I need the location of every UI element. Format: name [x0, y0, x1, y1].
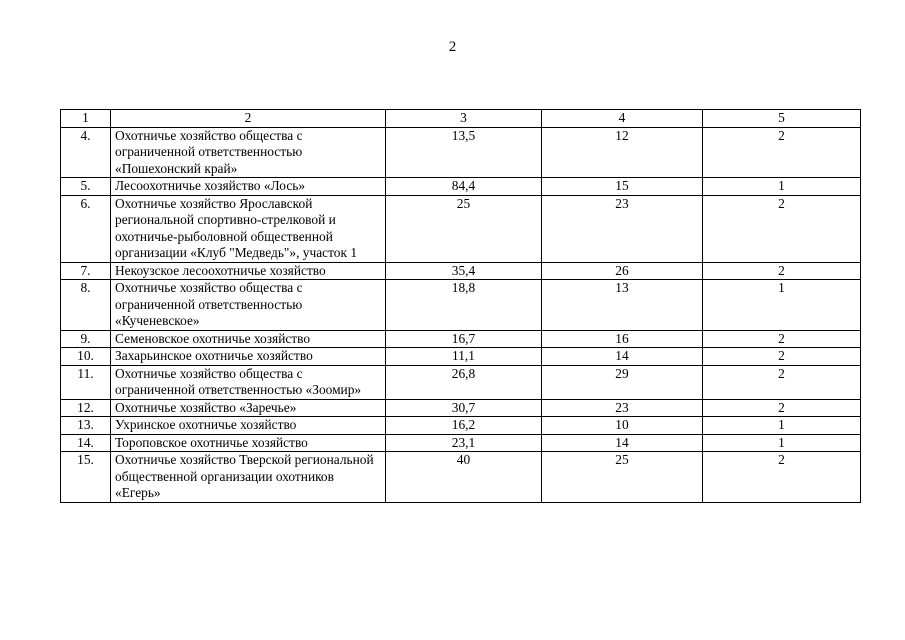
row-col5-cell: 1	[703, 178, 861, 196]
row-col5-cell: 2	[703, 330, 861, 348]
header-cell-2: 2	[111, 110, 386, 128]
table-row	[61, 417, 861, 435]
page-number: 2	[448, 39, 457, 55]
row-number-cell: 6.	[61, 195, 111, 262]
row-number-cell: 11.	[61, 365, 111, 399]
table-row	[61, 434, 861, 452]
row-number-cell: 15.	[61, 452, 111, 503]
row-col5-cell: 1	[703, 280, 861, 331]
row-number-cell: 8.	[61, 280, 111, 331]
table-body	[61, 110, 861, 503]
row-col4-cell: 29	[542, 365, 703, 399]
row-name-cell: Тороповское охотничье хозяйство	[111, 434, 386, 452]
row-col5-cell: 2	[703, 452, 861, 503]
row-col4-cell: 26	[542, 262, 703, 280]
header-cell-3: 3	[386, 110, 542, 128]
row-col3-cell: 11,1	[386, 348, 542, 366]
table-row	[61, 178, 861, 196]
table-row	[61, 280, 861, 331]
row-number-cell: 4.	[61, 127, 111, 178]
table-row	[61, 262, 861, 280]
row-col4-cell: 12	[542, 127, 703, 178]
row-col4-cell: 13	[542, 280, 703, 331]
row-col5-cell: 2	[703, 365, 861, 399]
row-number-cell: 9.	[61, 330, 111, 348]
row-number-cell: 7.	[61, 262, 111, 280]
row-col3-cell: 16,7	[386, 330, 542, 348]
row-number-cell: 13.	[61, 417, 111, 435]
row-col3-cell: 40	[386, 452, 542, 503]
row-col3-cell: 26,8	[386, 365, 542, 399]
row-col3-cell: 13,5	[386, 127, 542, 178]
row-name-cell: Охотничье хозяйство общества с ограниченной ответственностью «Кученевское»	[111, 280, 386, 331]
row-col3-cell: 18,8	[386, 280, 542, 331]
row-name-cell: Охотничье хозяйство Ярославской региональной спортивно-стрелковой и охотничье-рыболовной общественной организации «Клуб "Медведь"», участок 1	[111, 195, 386, 262]
row-col3-cell: 35,4	[386, 262, 542, 280]
row-col3-cell: 16,2	[386, 417, 542, 435]
row-name-cell: Семеновское охотничье хозяйство	[111, 330, 386, 348]
header-cell-4: 4	[542, 110, 703, 128]
hunting-farms-table	[60, 109, 861, 503]
row-name-cell: Охотничье хозяйство «Заречье»	[111, 399, 386, 417]
row-number-cell: 10.	[61, 348, 111, 366]
row-name-cell: Захарьинское охотничье хозяйство	[111, 348, 386, 366]
row-col4-cell: 14	[542, 348, 703, 366]
row-col5-cell: 2	[703, 399, 861, 417]
row-number-cell: 14.	[61, 434, 111, 452]
row-col4-cell: 14	[542, 434, 703, 452]
row-col3-cell: 23,1	[386, 434, 542, 452]
row-col5-cell: 2	[703, 127, 861, 178]
row-col5-cell: 1	[703, 417, 861, 435]
row-col5-cell: 2	[703, 348, 861, 366]
row-number-cell: 12.	[61, 399, 111, 417]
row-name-cell: Охотничье хозяйство общества с ограниченной ответственностью «Пошехонский край»	[111, 127, 386, 178]
row-col4-cell: 10	[542, 417, 703, 435]
row-col4-cell: 25	[542, 452, 703, 503]
row-col4-cell: 23	[542, 195, 703, 262]
table-row	[61, 348, 861, 366]
row-name-cell: Лесоохотничье хозяйство «Лось»	[111, 178, 386, 196]
table-row	[61, 127, 861, 178]
table-row	[61, 399, 861, 417]
table-row	[61, 365, 861, 399]
row-col5-cell: 2	[703, 262, 861, 280]
row-col4-cell: 23	[542, 399, 703, 417]
row-number-cell: 5.	[61, 178, 111, 196]
row-col3-cell: 84,4	[386, 178, 542, 196]
row-col4-cell: 16	[542, 330, 703, 348]
row-name-cell: Некоузское лесоохотничье хозяйство	[111, 262, 386, 280]
row-name-cell: Охотничье хозяйство общества с ограниченной ответственностью «Зоомир»	[111, 365, 386, 399]
table-row	[61, 195, 861, 262]
row-col3-cell: 30,7	[386, 399, 542, 417]
table-header-row	[61, 110, 861, 128]
row-col5-cell: 1	[703, 434, 861, 452]
row-name-cell: Охотничье хозяйство Тверской региональной общественной организации охотников «Егерь»	[111, 452, 386, 503]
table-row	[61, 330, 861, 348]
row-col4-cell: 15	[542, 178, 703, 196]
table-row	[61, 452, 861, 503]
row-col5-cell: 2	[703, 195, 861, 262]
row-name-cell: Ухринское охотничье хозяйство	[111, 417, 386, 435]
row-col3-cell: 25	[386, 195, 542, 262]
header-cell-1: 1	[61, 110, 111, 128]
header-cell-5: 5	[703, 110, 861, 128]
